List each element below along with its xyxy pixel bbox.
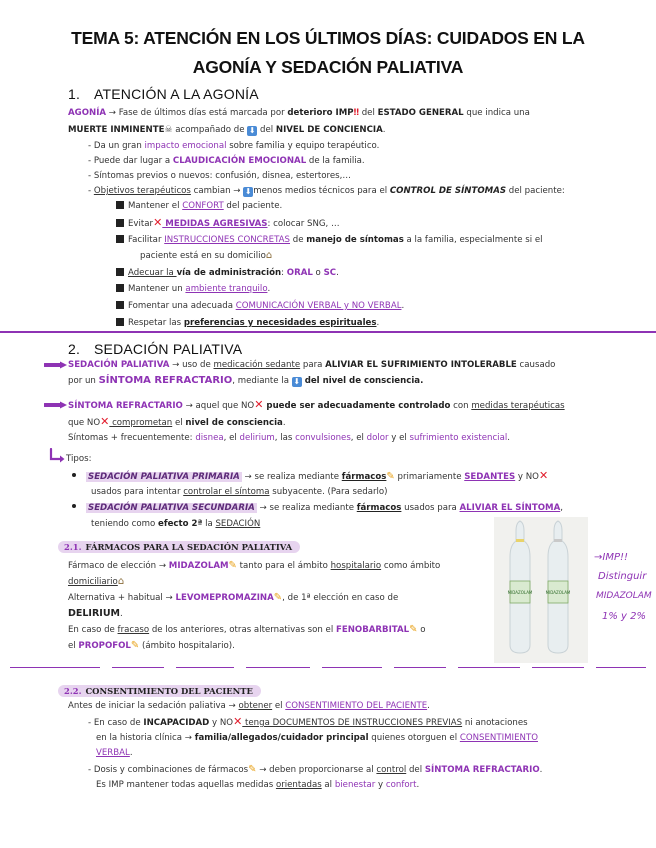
refractario-definition-line1: SÍNTOMA REFRACTARIO → aquel que NO✕ puede ser adecuadamente controlado con medidas terapéuticas <box>68 398 565 411</box>
consentimiento-line6: Es IMP mantener todas aquellas medidas orientadas al bienestar y confort. <box>96 780 420 790</box>
arrow-down-icon: ⬇ <box>248 126 256 135</box>
pencil-icon: ✎ <box>409 624 418 635</box>
section-1-heading <box>68 86 259 102</box>
refractario-definition-line2: que NO✕ comprometan el nivel de consciencia. <box>68 415 286 428</box>
fracaso-line2: el PROPOFOL✎ (ámbito hospitalario). <box>68 640 235 651</box>
objective-item-continuation: paciente está en su domicilio⌂ <box>140 250 273 261</box>
svg-text:MIDAZOLAM: MIDAZOLAM <box>507 590 533 595</box>
handwritten-note-percent: 1% y 2% <box>602 611 647 622</box>
bullet-square-icon <box>116 268 124 276</box>
consentimiento-line2: - En caso de INCAPACIDAD y NO✕ tenga DOCUMENTOS DE INSTRUCCIONES PREVIAS ni anotaciones <box>88 715 528 728</box>
objective-item: Mantener el CONFORT del paciente. <box>116 200 282 212</box>
objective-item: Facilitar INSTRUCCIONES CONCRETAS de manejo de síntomas a la familia, especialmente si el <box>116 234 543 246</box>
list-item: - Puede dar lugar a CLAUDICACIÓN EMOCIONAL de la familia. <box>88 156 365 166</box>
alternativa-line1: Alternativa + habitual → LEVOMEPROMAZINA✎, de 1ª elección en caso de <box>68 592 399 603</box>
page-title-line2: AGONÍA Y SEDACIÓN PALIATIVA <box>192 57 464 77</box>
objective-item: Evitar✕ MEDIDAS AGRESIVAS: colocar SNG, … <box>116 217 340 230</box>
bullet-dot-icon <box>72 504 76 508</box>
section-divider <box>0 331 656 333</box>
tipos-label: Tipos: <box>66 454 92 464</box>
subsection-2-1-heading: 2.1. FÁRMACOS PARA LA SEDACIÓN PALIATIVA <box>58 541 300 553</box>
bullet-square-icon <box>116 318 124 326</box>
section-1-title: ATENCIÓN A LA AGONÍA <box>94 86 259 102</box>
dashed-divider <box>0 667 656 671</box>
page-title-line1: TEMA 5: ATENCIÓN EN LOS ÚLTIMOS DÍAS: CUIDADOS EN LA <box>71 28 585 48</box>
agonia-definition-line2: MUERTE INMINENTE☠ acompañado de ⬇ del NIVEL DE CONCIENCIA. <box>68 125 386 135</box>
bullet-dot-icon <box>72 473 76 477</box>
cross-icon: ✕ <box>153 216 163 229</box>
consentimiento-line3: en la historia clínica → familia/allegados/cuidador principal quienes otorguen el CONSENTIMIENTO <box>96 733 538 743</box>
list-item: - Objetivos terapéuticos cambian → ⬇ menos medios técnicos para el CONTROL DE SÍNTOMAS del paciente: <box>88 186 565 196</box>
tipo-primaria-line1: SEDACIÓN PALIATIVA PRIMARIA → se realiza mediante fármacos✎ primariamente SEDANTES y NO✕ <box>72 470 548 483</box>
sedacion-definition-line1: SEDACIÓN PALIATIVA → uso de medicación sedante para ALIVIAR EL SUFRIMIENTO INTOLERABLE causado <box>68 360 556 370</box>
pencil-icon: ✎ <box>228 560 237 571</box>
house-icon: ⌂ <box>117 576 125 587</box>
pencil-icon: ✎ <box>130 640 140 651</box>
arrow-down-icon: ⬇ <box>293 377 301 386</box>
objective-item: Adecuar la vía de administración: ORAL o SC. <box>116 267 339 279</box>
tipo-primaria-line2: usados para intentar controlar el síntoma subyacente. (Para sedarlo) <box>91 487 388 497</box>
farmaco-eleccion-line1: Fármaco de elección → MIDAZOLAM✎ tanto para el ámbito hospitalario como ámbito <box>68 560 441 571</box>
pencil-icon: ✎ <box>273 592 283 603</box>
frequent-symptoms: Síntomas + frecuentemente: disnea, el delirium, las convulsiones, el dolor y el sufrimiento existencial. <box>68 433 510 443</box>
bullet-square-icon <box>116 301 124 309</box>
consentimiento-line4: VERBAL. <box>96 748 133 758</box>
bullet-square-icon <box>116 219 124 227</box>
pencil-icon: ✎ <box>248 764 257 775</box>
cross-icon: ✕ <box>233 715 243 728</box>
bullet-square-icon <box>116 201 124 209</box>
ampoules-photo <box>494 517 588 663</box>
sedacion-definition-line2: por un SÍNTOMA REFRACTARIO, mediante la ⬇ del nivel de consciencia. <box>68 375 424 386</box>
bullet-square-icon <box>116 284 124 292</box>
consentimiento-line5: - Dosis y combinaciones de fármacos✎ → deben proporcionarse al control del SÍNTOMA REFRACTARIO. <box>88 764 543 775</box>
handwritten-note-imp: →IMP!! <box>594 552 629 563</box>
warning-icon: ‼ <box>353 108 359 118</box>
arrow-right-icon <box>44 361 68 369</box>
section-2-heading <box>68 341 242 357</box>
fracaso-line1: En caso de fracaso de los anteriores, otras alternativas son el FENOBARBITAL✎ o <box>68 624 426 635</box>
house-icon: ⌂ <box>265 250 273 261</box>
section-2-number: 2. <box>68 341 81 357</box>
consentimiento-line1: Antes de iniciar la sedación paliativa → obtener el CONSENTIMIENTO DEL PACIENTE. <box>68 701 430 711</box>
list-item: - Síntomas previos o nuevos: confusión, disnea, estertores,… <box>88 171 351 181</box>
agonia-definition-line1: AGONÍA → Fase de últimos días está marcada por deterioro IMP‼ del ESTADO GENERAL que indica una <box>68 108 530 118</box>
farmaco-eleccion-line2: domiciliario⌂ <box>68 576 125 587</box>
objective-item: Respetar las preferencias y necesidades espirituales. <box>116 317 379 329</box>
subsection-2-2-heading: 2.2. CONSENTIMIENTO DEL PACIENTE <box>58 685 261 697</box>
svg-text:MIDAZOLAM: MIDAZOLAM <box>545 590 571 595</box>
arrow-turn-icon <box>48 448 66 466</box>
handwritten-note-distinguir: Distinguir <box>598 571 647 582</box>
tipo-secundaria-line2: teniendo como efecto 2ª la SEDACIÓN <box>91 519 261 529</box>
cross-icon: ✕ <box>254 398 264 411</box>
tipo-secundaria-line1: SEDACIÓN PALIATIVA SECUNDARIA → se realiza mediante fármacos usados para ALIVIAR EL SÍNTOMA, <box>72 502 563 514</box>
cross-icon: ✕ <box>100 415 110 428</box>
alternativa-line2: DELIRIUM. <box>68 608 123 619</box>
section-1-number: 1. <box>68 86 81 102</box>
skull-icon: ☠ <box>164 125 173 135</box>
handwritten-note-midazolam: MIDAZOLAM <box>596 591 652 601</box>
objective-item: Mantener un ambiente tranquilo. <box>116 283 270 295</box>
cross-icon: ✕ <box>538 469 549 482</box>
arrow-right-icon <box>44 401 68 409</box>
bullet-square-icon <box>116 235 124 243</box>
arrow-down-icon: ⬇ <box>244 187 252 196</box>
list-item: - Da un gran impacto emocional sobre familia y equipo terapéutico. <box>88 141 380 151</box>
objective-item: Fomentar una adecuada COMUNICACIÓN VERBAL y NO VERBAL. <box>116 300 404 312</box>
section-2-title: SEDACIÓN PALIATIVA <box>94 341 243 357</box>
pencil-icon: ✎ <box>386 471 395 482</box>
